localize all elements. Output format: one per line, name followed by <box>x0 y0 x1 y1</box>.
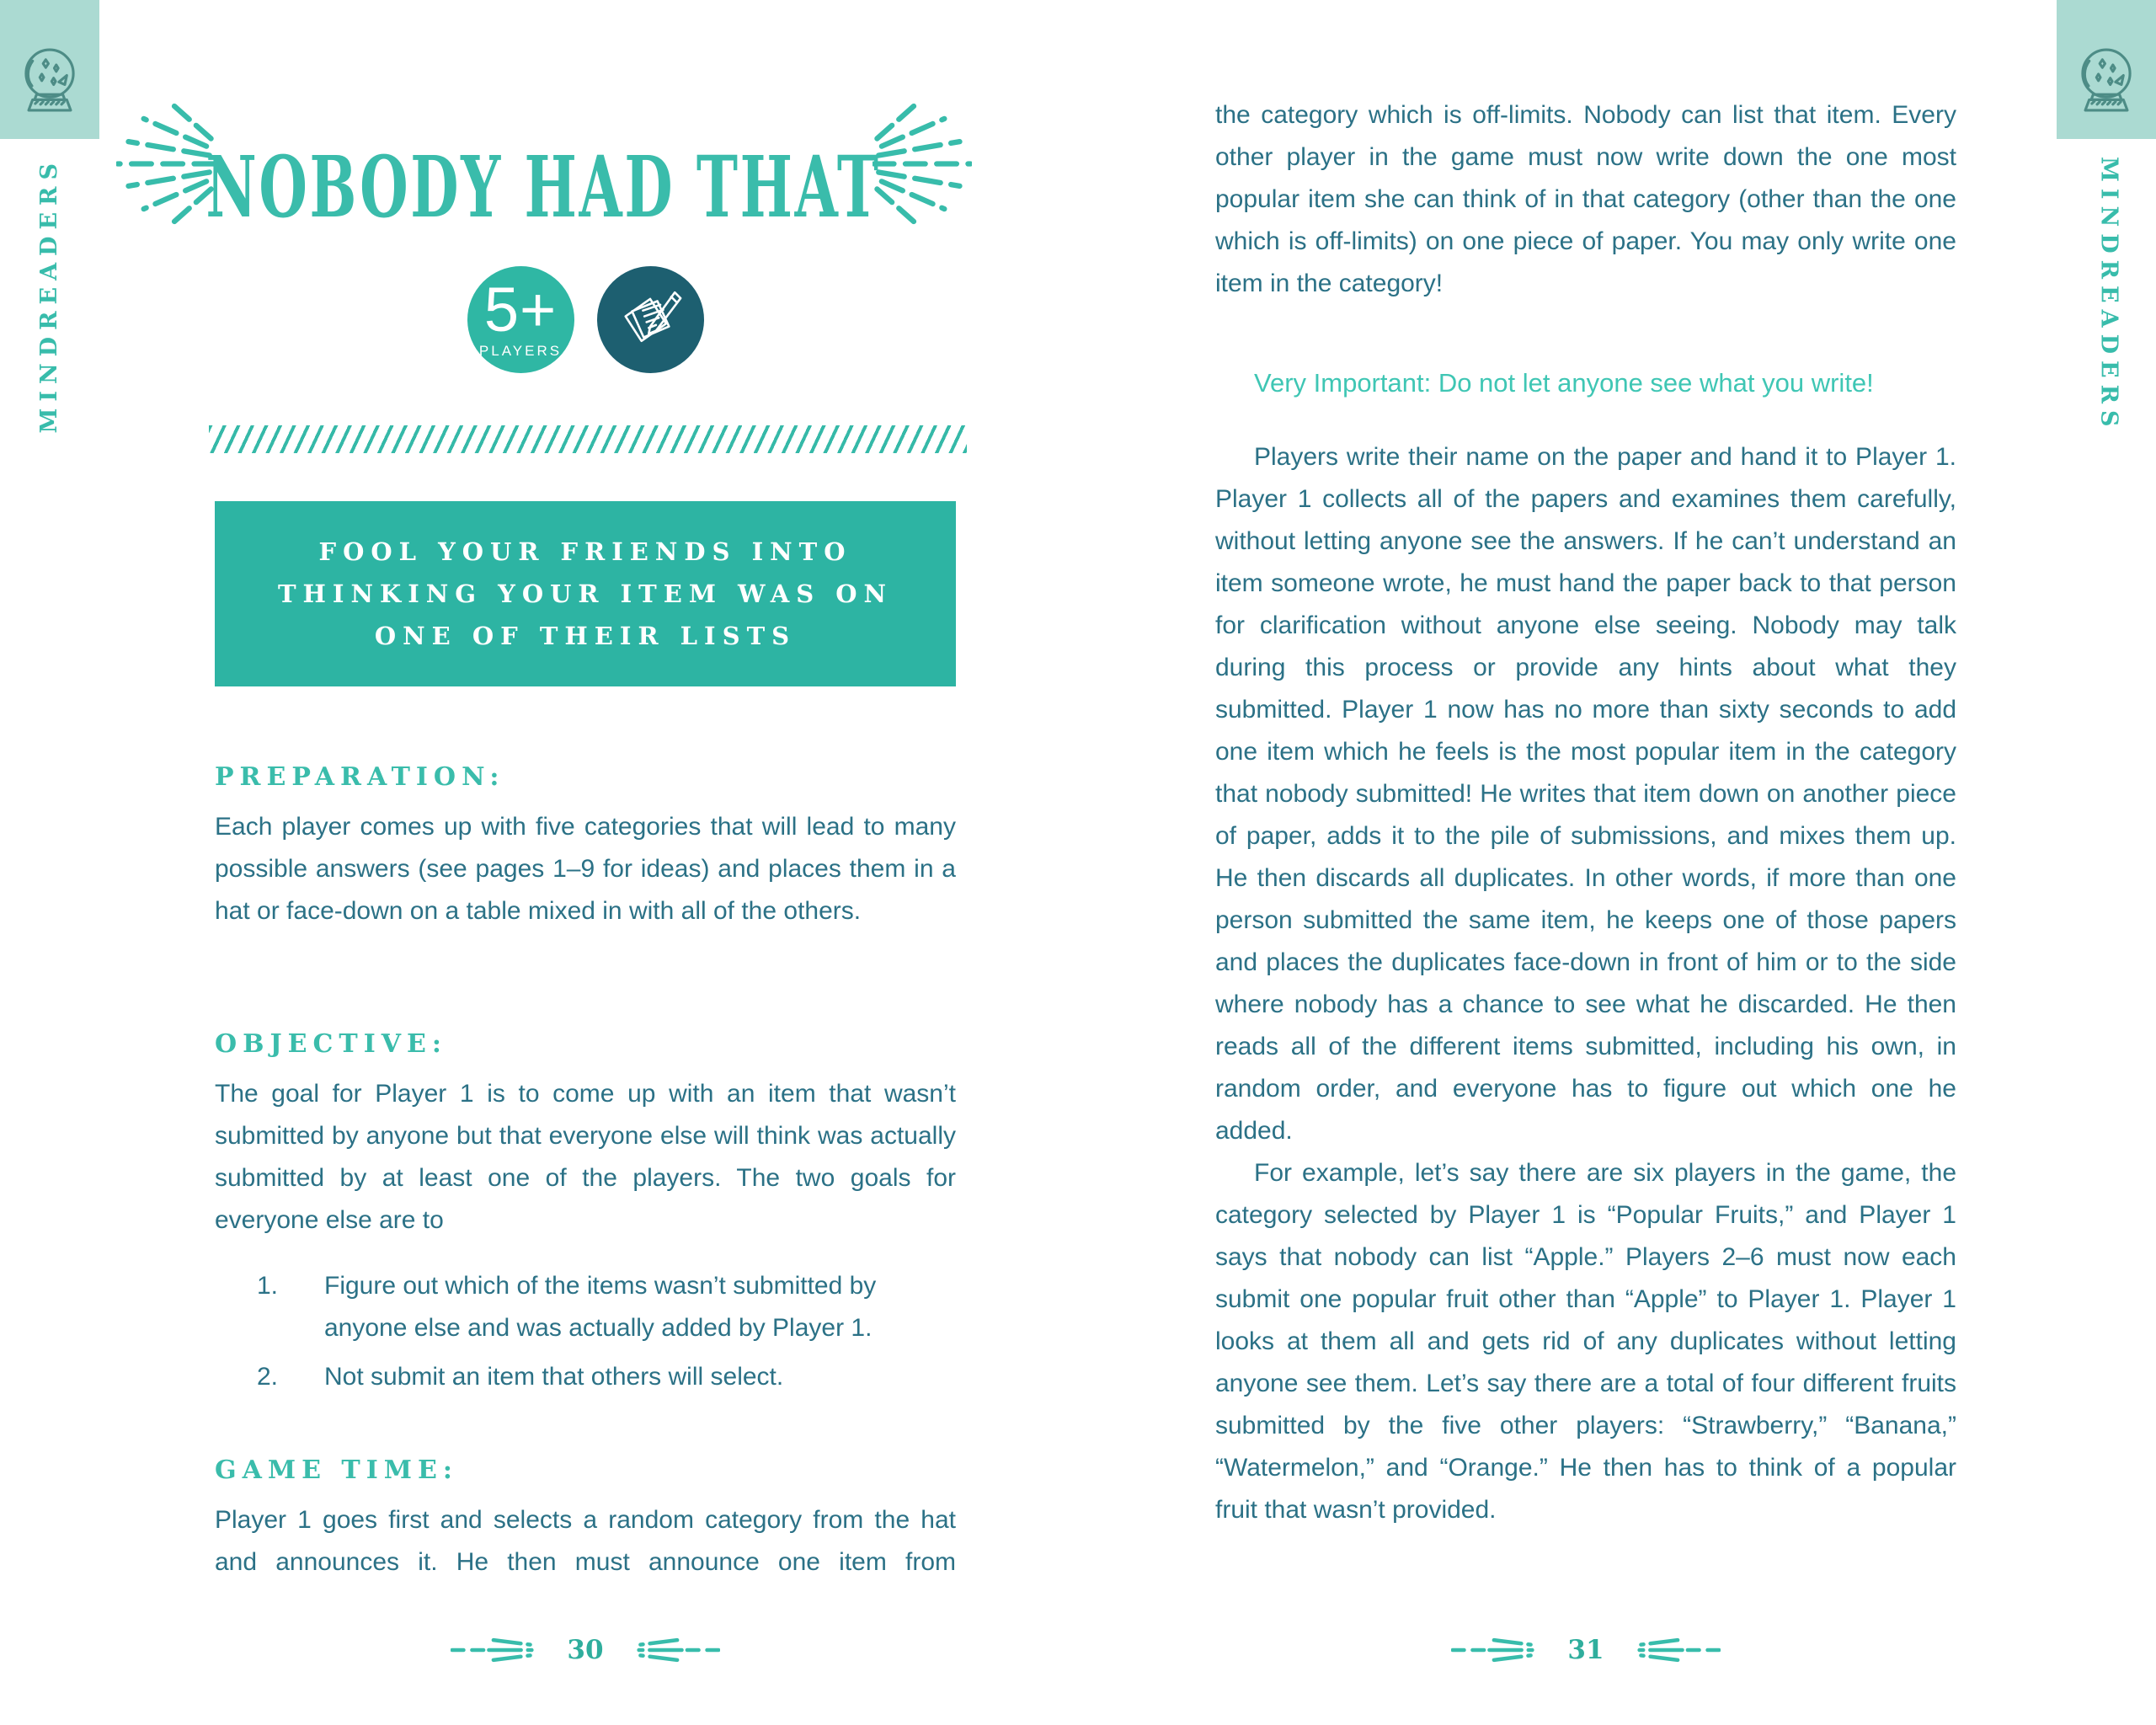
list-item <box>215 1356 905 1398</box>
section-game-time <box>215 1454 956 1583</box>
section-tab <box>0 0 99 139</box>
body-paragraph: For example, let’s say there are six players in the game, the category selected by Player 1 is “Popular Fruits,” and Player 1 says that nobody can list “Apple.” Players 2–6 must now each submit one popular fruit other than “Apple” to Player 1. Player 1 looks at them all and gets rid of any duplicates without letting anyone see them. Let’s say there are a total of four different fruits submitted by the five other players: “Strawberry,” “Banana,” “Watermelon,” and “Orange.” He then has to think of a popular fruit that wasn’t provided. <box>1215 1159 1956 1524</box>
objective-callout <box>215 501 956 686</box>
continued-paragraph: the category which is off-limits. Nobody can list that item. Every other player in the game must now write down the one most popular item she can think of in that category (other than the one which is off-limits) on one piece of paper. You may only write one item in the category! <box>1215 101 1956 297</box>
chapter-label-text: MINDREADERS <box>2095 156 2122 434</box>
crystal-ball-icon <box>17 44 83 116</box>
players-count-badge <box>467 266 574 373</box>
section-heading: PREPARATION: <box>215 762 505 792</box>
page-number-ornament <box>636 1632 720 1668</box>
sun-rays-ornament <box>873 94 972 233</box>
list-item-text: Not submit an item that others will select. <box>324 1363 784 1391</box>
callout-line: FOOL YOUR FRIENDS INTO <box>318 537 852 566</box>
callout-line: THINKING YOUR ITEM WAS ON <box>277 579 894 608</box>
section-heading: GAME TIME: <box>215 1455 458 1485</box>
page-number-ornament <box>1451 1632 1535 1668</box>
important-note: Very Important: Do not let anyone see what you write! <box>1254 368 1874 398</box>
list-item-text: Figure out which of the items wasn’t submitted by anyone else and was actually added by Player 1. <box>324 1272 877 1342</box>
page-number-ornament <box>451 1632 535 1668</box>
section-body: Player 1 goes first and selects a random category from the hat and announces it. He then must announce one item from <box>215 1506 956 1576</box>
page-number: 31 <box>1567 1635 1604 1665</box>
game-title: NOBODY HAD THAT <box>205 137 881 237</box>
chapter-label-right <box>2082 156 2136 434</box>
section-preparation <box>215 761 956 932</box>
list-item <box>215 1265 905 1349</box>
section-body: Each player comes up with five categories that will lead to many possible answers (see pages 1–9 for ideas) and places them in a hat or face-down on a table mixed in with all of the others. <box>215 813 956 925</box>
body-paragraph: Players write their name on the paper and hand it to Player 1. Player 1 collects all of the papers and examines them carefully, without letting anyone see the answers. If he can’t understand an item someone wrote, he must hand the paper back to that person for clarification without anyone else seeing. Nobody may talk during this process or provide any hints about what they submitted. Player 1 now has no more than sixty seconds to add one item which he feels is the most popular item in the category that nobody submitted! He writes that item down on another piece of paper, adds it to the pile of submissions, and mixes them up. He then discards all duplicates. In other words, if more than one person submitted the same item, he keeps one of those papers and places the duplicates face-down in front of him or to the side where nobody has a chance to see what he discarded. He then reads all of the different items submitted, including his own, in random order, and everyone has to figure out which one he added. <box>1215 443 1956 1145</box>
writing-badge <box>597 266 704 373</box>
page-footer-left <box>215 1632 956 1668</box>
section-heading: OBJECTIVE: <box>215 1029 448 1059</box>
section-body: The goal for Player 1 is to come up with an item that wasn’t submitted by anyone but that everyone else will think was actually submitted by at least one of the players. The two goals for everyone else are to <box>215 1080 956 1234</box>
page-number: 30 <box>567 1635 604 1665</box>
game-badges <box>215 264 956 374</box>
page-number-ornament <box>1636 1632 1721 1668</box>
slash-divider <box>209 425 967 453</box>
writing-icon <box>614 283 686 355</box>
crystal-ball-icon <box>2073 44 2139 116</box>
list-item-number: 2. <box>257 1363 279 1391</box>
page-footer-right <box>1215 1632 1956 1668</box>
rules-body <box>1215 436 1956 1531</box>
section-tab <box>2057 0 2156 139</box>
section-objective <box>215 1028 956 1405</box>
players-label: PLAYERS <box>478 343 563 359</box>
list-item-number: 1. <box>257 1272 279 1300</box>
players-count: 5+ <box>483 275 558 344</box>
objective-goal-list <box>215 1265 956 1398</box>
chapter-label-text: MINDREADERS <box>35 156 62 434</box>
callout-line: ONE OF THEIR LISTS <box>374 622 797 650</box>
